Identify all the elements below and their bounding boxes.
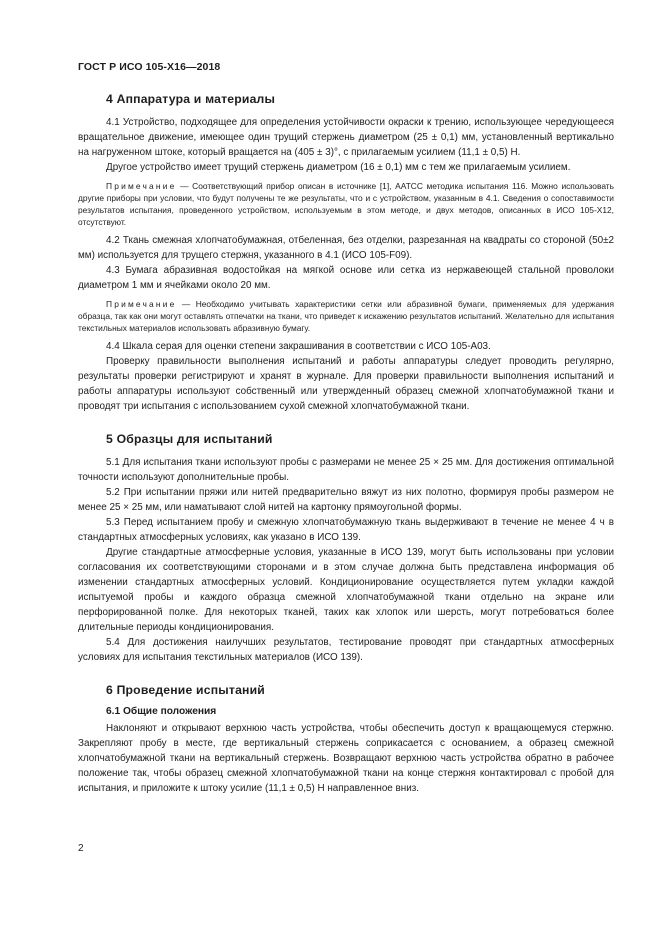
clause-4-2: 4.2 Ткань смежная хлопчатобумажная, отбеленная, без отделки, разрезанная на квадраты со стороной (50±2 мм) используется для трущего стержня, указанного в 4.1 (ИСО 105-F09). (78, 235, 614, 261)
note-2-text: — Необходимо учитывать характеристики сетки или абразивной бумаги, применяемых для удержания образца, так как они могут оставлять отпечатки на ткани, что приведет к искажению результатов испытаний. Желательно для испытания текстильных материалов использовать абразивную бумагу. (78, 299, 614, 333)
clause-5-2: 5.2 При испытании пряжи или нитей предварительно вяжут из них полотно, формируя пробы размером не менее 25 × 25 мм, или наматывают слой нитей на картонку прямоугольной формы. (78, 487, 614, 513)
section-5-title: 5 Образцы для испытаний (106, 432, 273, 446)
document-header: ГОСТ Р ИСО 105-Х16—2018 (78, 61, 221, 73)
note-1-text: — Соответствующий прибор описан в источнике [1], AATCC методика испытания 116. Можно использовать другие приборы при условии, что будут получены те же результаты, что и с устройством, указанным в 4.1. Сведения о сопоставимости результатов испытания, проведенного устройством, используемым в этом методе, и двух методов, описанных в ИСО 105-Х12, отсутствуют. (78, 181, 614, 227)
section-6-title: 6 Проведение испытаний (106, 683, 265, 697)
clause-4-3: 4.3 Бумага абразивная водостойкая на мягкой основе или сетка из нержавеющей стальной проволоки диаметром 1 мм и ячейками около 20 мм. (78, 265, 614, 291)
note-1-label: Примечание (106, 181, 177, 191)
clause-5-3: 5.3 Перед испытанием пробу и смежную хлопчатобумажную ткань выдерживают в течение не менее 4 ч в стандартных атмосферных условиях, как указано в ИСО 139. (78, 517, 614, 543)
page-number: 2 (78, 843, 84, 854)
clause-4-1: 4.1 Устройство, подходящее для определения устойчивости окраски к трению, использующее чередующееся вращательное движение, имеющее один трущий стержень диаметром (25 ± 0,1) мм, установленный вертикально на нагруженном штоке, который вращается на (405 ± 3)°, с прилагаемым усилием (11,1 ± 0,5) Н. (78, 117, 614, 158)
clause-4-4: 4.4 Шкала серая для оценки степени закрашивания в соответствии с ИСО 105-А03. (106, 341, 491, 352)
clause-5-1: 5.1 Для испытания ткани используют пробы с размерами не менее 25 × 25 мм. Для достижения оптимальной точности используют дополнительные пробы. (78, 457, 614, 483)
clause-4-1-alt: Другое устройство имеет трущий стержень диаметром (16 ± 0,1) мм с тем же прилагаемым усилием. (106, 162, 571, 173)
note-1 (78, 180, 614, 228)
clause-6-1-text: Наклоняют и открывают верхнюю часть устройства, чтобы обеспечить доступ к вращающемуся стержню. Закрепляют пробу в месте, где вертикальный стержень соприкасается с основанием, а образец смежной хлопчатобумажной ткани на вертикальный стержень. Возвращают верхнюю часть устройства обратно в рабочее положение так, чтобы образец смежной хлопчатобумажной ткани на конце стержня контактировал с пробой для испытания, и приложите к штоку усилие (11,1 ± 0,5) Н направленное вниз. (78, 723, 614, 794)
document-body (78, 92, 614, 796)
clause-4-4-verification: Проверку правильности выполнения испытаний и работы аппаратуры следует проводить регулярно, результаты проверки регистрируют и хранят в журнале. Для проверки правильности выполнения испытаний и работы аппаратуры используют собственный или утвержденный образец смежной хлопчатобумажной ткани и проводят три испытания с использованием сухой смежной хлопчатобумажной ткани. (78, 356, 614, 412)
section-4-title: 4 Аппаратура и материалы (106, 92, 276, 106)
note-2-label: Примечание (106, 299, 177, 309)
note-2 (78, 298, 614, 334)
clause-5-3-other-conditions: Другие стандартные атмосферные условия, указанные в ИСО 139, могут быть использованы при условии согласования их соответствующими сторонами и в этом случае должна быть представлена информация об изменении стандартных атмосферных условий. Кондиционирование осуществляется путем укладки каждой испытуемой пробы и каждого образца смежной хлопчатобумажной ткани отдельно на экране или перфорированной полке. Для некоторых тканей, таких как хлопок или шерсть, могут потребоваться более длительные периоды кондиционирования. (78, 547, 614, 633)
clause-5-4: 5.4 Для достижения наилучших результатов, тестирование проводят при стандартных атмосферных условиях для испытания текстильных материалов (ИСО 139). (78, 637, 614, 663)
subsection-6-1-title: 6.1 Общие положения (106, 706, 217, 717)
